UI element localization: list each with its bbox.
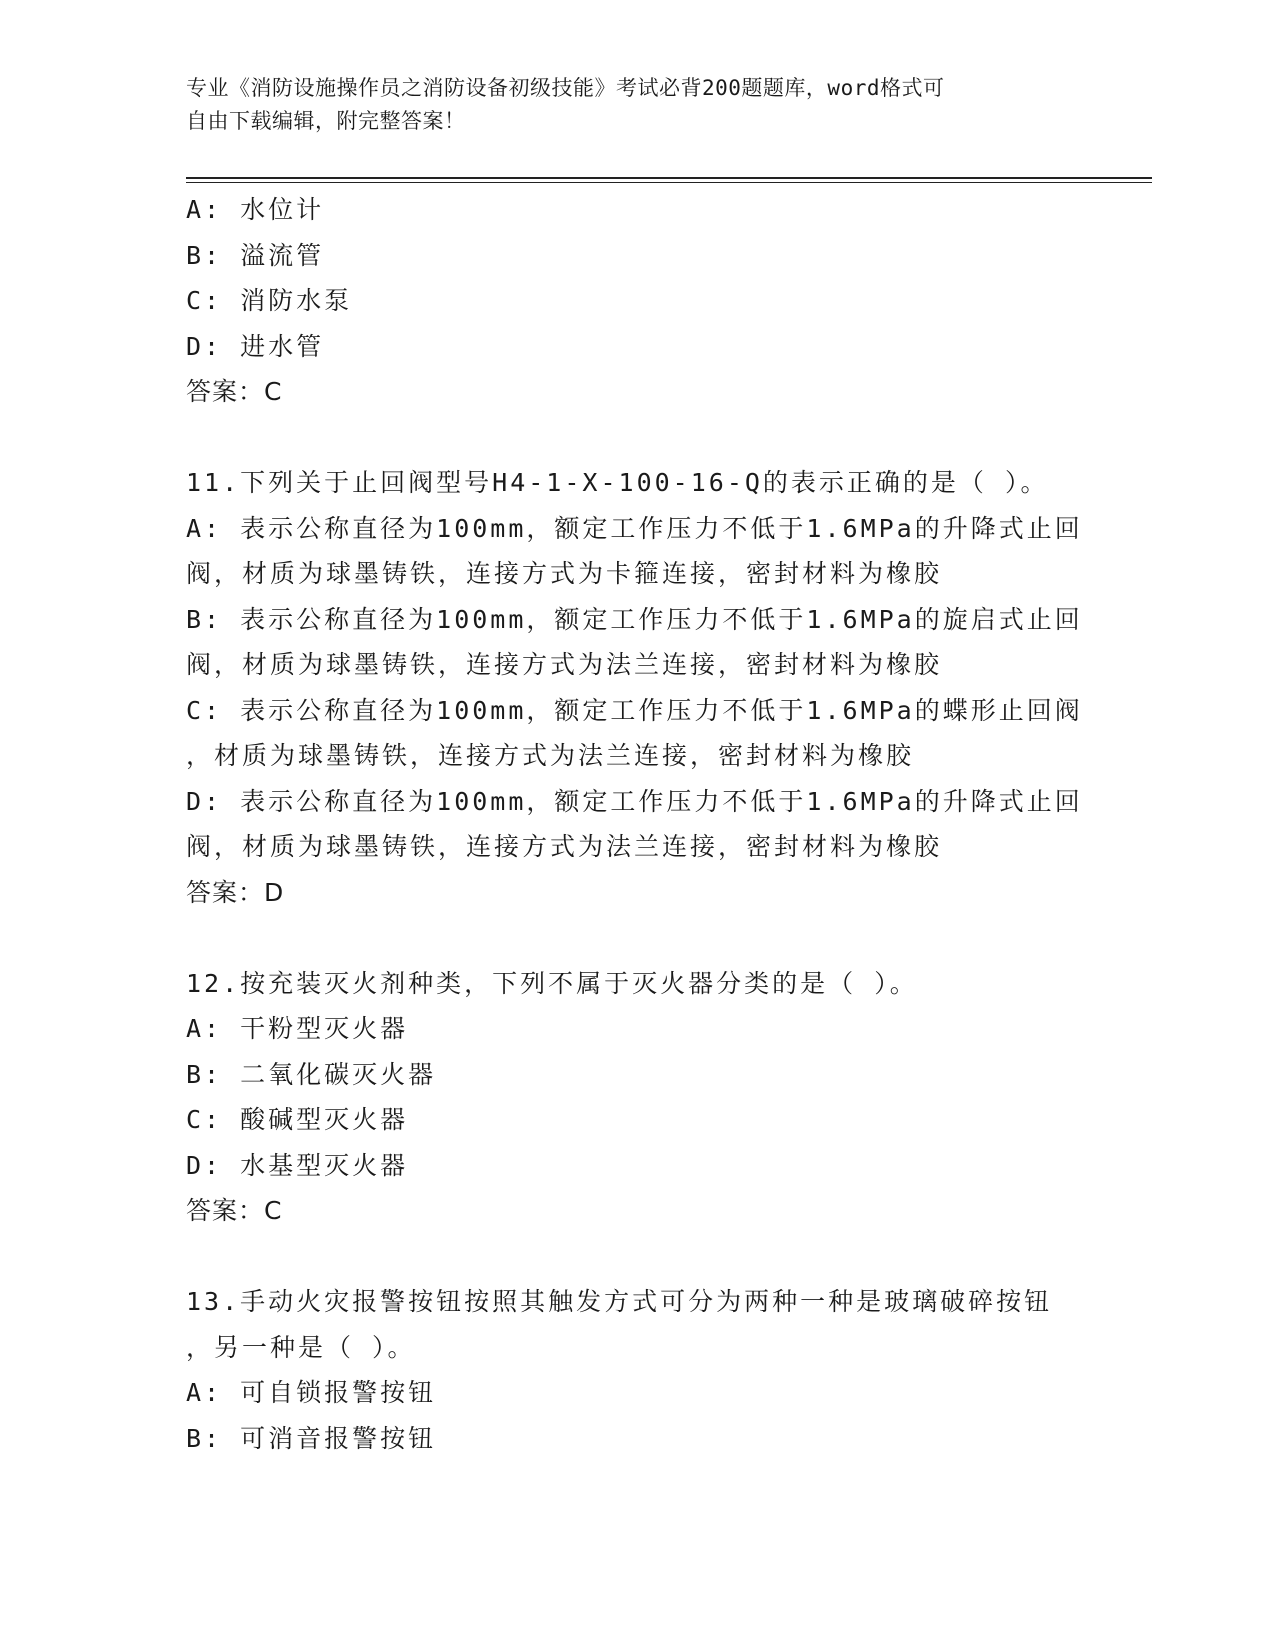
header-title-line-2: 自由下载编辑，附完整答案！ <box>186 109 466 133</box>
question-13-text-line-1: 13.手动火灾报警按钮按照其触发方式可分为两种一种是玻璃破碎按钮 <box>186 1287 1053 1316</box>
question-11-option-a-line-1: A: 表示公称直径为100mm，额定工作压力不低于1.6MPa的升降式止回 <box>186 513 1083 543</box>
spacer <box>186 915 1086 961</box>
question-10-option-a: A: 水位计 <box>186 195 325 224</box>
question-13-option-b: B: 可消音报警按钮 <box>186 1423 437 1453</box>
question-12-text: 12.按充装灭火剂种类，下列不属于灭火器分类的是（ ）。 <box>186 968 918 998</box>
question-13-block <box>186 1279 1086 1461</box>
question-11-block <box>186 460 1086 915</box>
question-11-option-b-line-1: B: 表示公称直径为100mm，额定工作压力不低于1.6MPa的旋启式止回 <box>186 604 1083 634</box>
question-12-option-c: C: 酸碱型灭火器 <box>186 1105 409 1134</box>
question-10-option-d: D: 进水管 <box>186 331 325 361</box>
question-12-option-b: B: 二氧化碳灭火器 <box>186 1059 437 1089</box>
question-11-text: 11.下列关于止回阀型号H4-1-X-100-16-Q的表示正确的是（ ）。 <box>186 468 1049 497</box>
header-divider-thin <box>186 182 1152 183</box>
question-11-option-c-line-2: ，材质为球墨铸铁，连接方式为法兰连接，密封材料为橡胶 <box>186 741 915 770</box>
header-title-line-1: 专业《消防设施操作员之消防设备初级技能》考试必背200题题库，word格式可 <box>186 76 945 100</box>
question-10-option-c: C: 消防水泵 <box>186 286 353 315</box>
question-12-block <box>186 961 1086 1234</box>
spacer <box>186 415 1086 461</box>
document-header <box>186 72 1066 138</box>
question-13-option-a: A: 可自锁报警按钮 <box>186 1378 437 1407</box>
question-10-block <box>186 187 1086 415</box>
question-11-option-a-line-2: 阀，材质为球墨铸铁，连接方式为卡箍连接，密封材料为橡胶 <box>186 559 943 588</box>
question-11-option-d-line-1: D: 表示公称直径为100mm，额定工作压力不低于1.6MPa的升降式止回 <box>186 786 1083 816</box>
question-11-option-c-line-1: C: 表示公称直径为100mm，额定工作压力不低于1.6MPa的蝶形止回阀 <box>186 695 1083 725</box>
header-divider-thick <box>186 177 1152 179</box>
question-11-answer: 答案：D <box>186 877 285 907</box>
question-12-option-a: A: 干粉型灭火器 <box>186 1014 409 1043</box>
question-12-option-d: D: 水基型灭火器 <box>186 1150 409 1180</box>
question-10-answer: 答案：C <box>186 377 283 406</box>
question-12-answer: 答案：C <box>186 1196 283 1225</box>
question-11-option-b-line-2: 阀，材质为球墨铸铁，连接方式为法兰连接，密封材料为橡胶 <box>186 650 943 679</box>
spacer <box>186 1234 1086 1280</box>
question-11-option-d-line-2: 阀，材质为球墨铸铁，连接方式为法兰连接，密封材料为橡胶 <box>186 832 943 861</box>
question-13-text-line-2: ，另一种是（ ）。 <box>186 1332 416 1362</box>
question-10-option-b: B: 溢流管 <box>186 240 325 270</box>
document-body <box>186 187 1086 1461</box>
